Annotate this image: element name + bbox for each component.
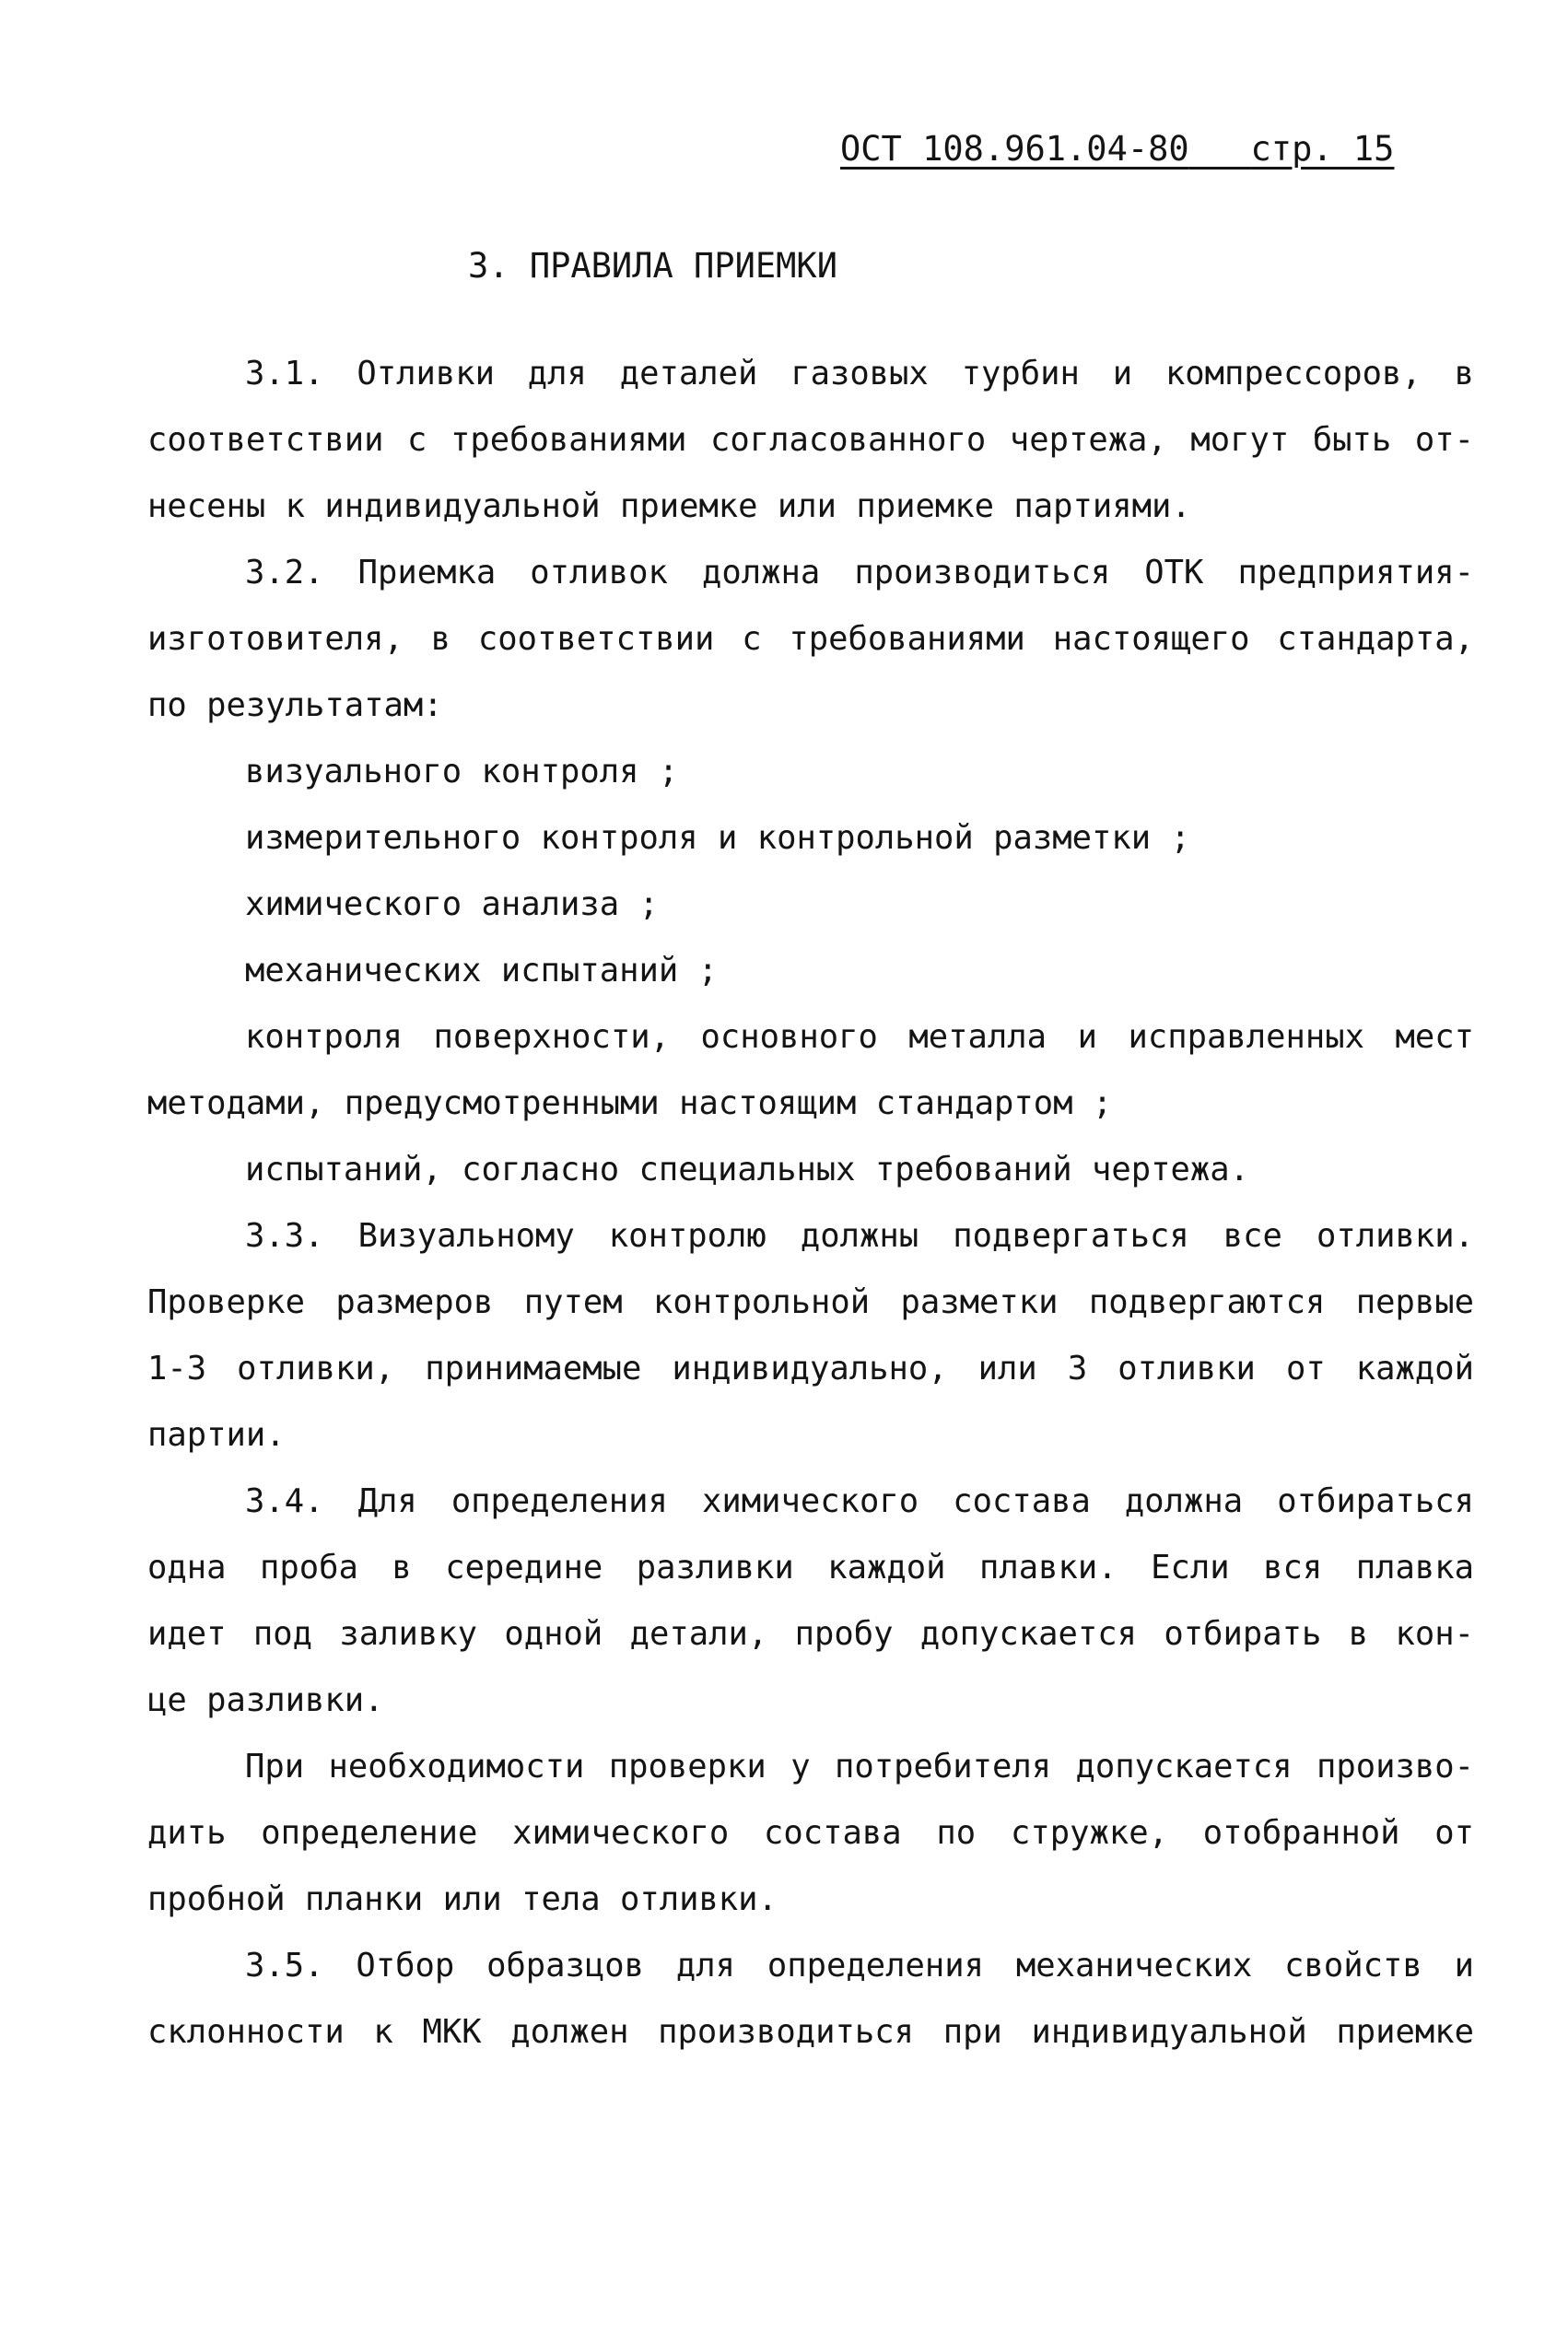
text-line: партии. [147, 1416, 286, 1454]
page-header [840, 129, 1394, 170]
list-item: визуального контроля ; [245, 753, 679, 790]
text-line: 3.3. Визуальному контролю должны подвергаться все отливки. [245, 1217, 1474, 1255]
list-item: измерительного контроля и контрольной разметки ; [245, 819, 1190, 857]
body-text [147, 341, 1474, 2066]
text-line: 3.5. Отбор образцов для определения механических свойств и [245, 1947, 1474, 1985]
text-line: по результатам: [147, 686, 443, 724]
list-item: химического анализа ; [245, 885, 659, 923]
text-line: це разливки. [147, 1681, 384, 1719]
list-item: испытаний, согласно специальных требований чертежа. [245, 1151, 1250, 1188]
text-line: 3.1. Отливки для деталей газовых турбин и компрессоров, в [245, 355, 1474, 392]
text-line: методами, предусмотренными настоящим стандартом ; [147, 1084, 1113, 1122]
section-title: 3. ПРАВИЛА ПРИЕМКИ [468, 246, 837, 286]
list-item: контроля поверхности, основного металла и исправленных мест [245, 1018, 1474, 1056]
text-line: дить определение химического состава по стружке, отобранной от [147, 1814, 1474, 1852]
text-line: При необходимости проверки у потребителя допускается произво- [245, 1748, 1474, 1786]
text-line: соответствии с требованиями согласованного чертежа, могут быть от- [147, 421, 1474, 459]
text-line: Проверке размеров путем контрольной разметки подвергаются первые [147, 1283, 1474, 1321]
text-line: одна проба в середине разливки каждой плавки. Если вся плавка [147, 1549, 1474, 1587]
text-line: изготовителя, в соответствии с требованиями настоящего стандарта, [147, 620, 1474, 658]
text-line: несены к индивидуальной приемке или приемке партиями. [147, 487, 1191, 525]
text-line: склонности к МКК должен производиться при индивидуальной приемке [147, 2013, 1474, 2051]
text-line: 1-3 отливки, принимаемые индивидуально, или 3 отливки от каждой [147, 1350, 1474, 1387]
text-line: пробной планки или тела отливки. [147, 1880, 778, 1918]
page-number: стр. 15 [1250, 129, 1395, 169]
text-line: 3.4. Для определения химического состава должна отбираться [245, 1482, 1474, 1520]
text-line: идет под заливку одной детали, пробу допускается отбирать в кон- [147, 1615, 1474, 1653]
document-number: ОСТ 108.961.04-80 [840, 129, 1189, 169]
text-line: 3.2. Приемка отливок должна производиться ОТК предприятия- [245, 554, 1474, 591]
list-item: механических испытаний ; [245, 952, 718, 989]
